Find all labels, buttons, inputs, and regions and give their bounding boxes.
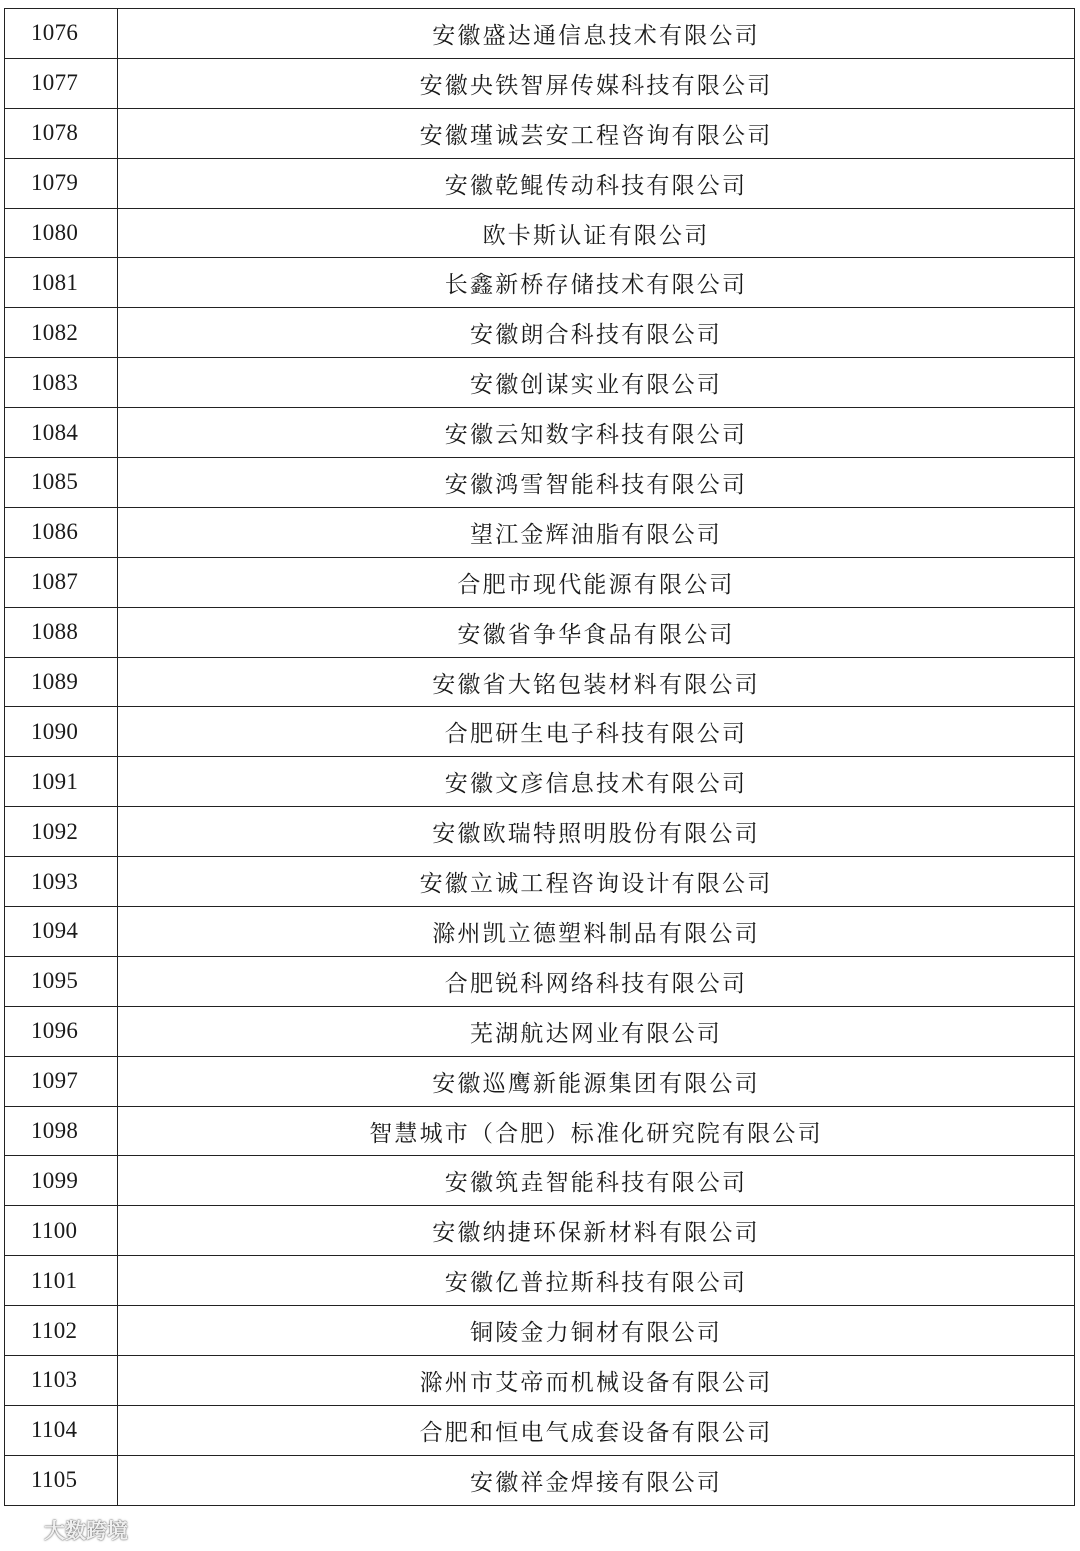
company-name-cell: 智慧城市（合肥）标准化研究院有限公司	[118, 1106, 1075, 1156]
company-name-cell: 芜湖航达网业有限公司	[118, 1006, 1075, 1056]
table-row	[5, 58, 1075, 108]
company-name-cell: 安徽祥金焊接有限公司	[118, 1455, 1075, 1505]
row-number-cell: 1105	[5, 1455, 118, 1505]
company-name-cell: 安徽盛达通信息技术有限公司	[118, 9, 1075, 59]
row-number-cell: 1090	[5, 707, 118, 757]
row-number-cell: 1097	[5, 1056, 118, 1106]
row-number-cell: 1085	[5, 458, 118, 508]
company-name-cell: 安徽欧瑞特照明股份有限公司	[118, 807, 1075, 857]
row-number-cell: 1081	[5, 258, 118, 308]
company-name-cell: 安徽创谋实业有限公司	[118, 358, 1075, 408]
row-number-cell: 1092	[5, 807, 118, 857]
company-name-cell: 安徽亿普拉斯科技有限公司	[118, 1256, 1075, 1306]
row-number-cell: 1101	[5, 1256, 118, 1306]
table-row	[5, 108, 1075, 158]
table-row	[5, 1106, 1075, 1156]
company-name-cell: 安徽省大铭包装材料有限公司	[118, 657, 1075, 707]
company-name-cell: 安徽省争华食品有限公司	[118, 607, 1075, 657]
company-name-cell: 长鑫新桥存储技术有限公司	[118, 258, 1075, 308]
table-row	[5, 857, 1075, 907]
row-number-cell: 1096	[5, 1006, 118, 1056]
company-name-cell: 合肥锐科网络科技有限公司	[118, 956, 1075, 1006]
watermark-text: 大数跨境	[44, 1519, 128, 1543]
row-number-cell: 1098	[5, 1106, 118, 1156]
row-number-cell: 1078	[5, 108, 118, 158]
row-number-cell: 1077	[5, 58, 118, 108]
company-name-cell: 安徽乾鲲传动科技有限公司	[118, 158, 1075, 208]
row-number-cell: 1079	[5, 158, 118, 208]
row-number-cell: 1083	[5, 358, 118, 408]
company-name-cell: 滁州市艾帝而机械设备有限公司	[118, 1356, 1075, 1406]
row-number-cell: 1087	[5, 557, 118, 607]
company-name-cell: 安徽瑾诚芸安工程咨询有限公司	[118, 108, 1075, 158]
company-name-cell: 安徽央铁智屏传媒科技有限公司	[118, 58, 1075, 108]
company-name-cell: 安徽巡鹰新能源集团有限公司	[118, 1056, 1075, 1106]
table-row	[5, 757, 1075, 807]
table-row	[5, 1306, 1075, 1356]
row-number-cell: 1088	[5, 607, 118, 657]
table-row	[5, 557, 1075, 607]
row-number-cell: 1076	[5, 9, 118, 59]
company-name-cell: 望江金辉油脂有限公司	[118, 507, 1075, 557]
table-row	[5, 607, 1075, 657]
company-name-cell: 安徽文彦信息技术有限公司	[118, 757, 1075, 807]
company-name-cell: 安徽纳捷环保新材料有限公司	[118, 1206, 1075, 1256]
table-row	[5, 1206, 1075, 1256]
table-row	[5, 1356, 1075, 1406]
table-row	[5, 1256, 1075, 1306]
row-number-cell: 1094	[5, 907, 118, 957]
company-name-cell: 合肥市现代能源有限公司	[118, 557, 1075, 607]
company-name-cell: 安徽筑垚智能科技有限公司	[118, 1156, 1075, 1206]
table-row	[5, 1405, 1075, 1455]
table-row	[5, 158, 1075, 208]
table-row	[5, 9, 1075, 59]
row-number-cell: 1086	[5, 507, 118, 557]
row-number-cell: 1084	[5, 408, 118, 458]
company-name-cell: 安徽云知数字科技有限公司	[118, 408, 1075, 458]
row-number-cell: 1104	[5, 1405, 118, 1455]
row-number-cell: 1103	[5, 1356, 118, 1406]
table-row	[5, 657, 1075, 707]
row-number-cell: 1082	[5, 308, 118, 358]
company-name-cell: 安徽朗合科技有限公司	[118, 308, 1075, 358]
watermark	[6, 1515, 128, 1545]
table-row	[5, 1455, 1075, 1505]
company-name-cell: 欧卡斯认证有限公司	[118, 208, 1075, 258]
company-name-cell: 安徽立诚工程咨询设计有限公司	[118, 857, 1075, 907]
company-name-cell: 合肥和恒电气成套设备有限公司	[118, 1405, 1075, 1455]
company-name-cell: 铜陵金力铜材有限公司	[118, 1306, 1075, 1356]
table-row	[5, 807, 1075, 857]
table-row	[5, 1156, 1075, 1206]
row-number-cell: 1093	[5, 857, 118, 907]
company-name-cell: 滁州凯立德塑料制品有限公司	[118, 907, 1075, 957]
speech-bubble-logo-icon	[6, 1517, 40, 1543]
row-number-cell: 1091	[5, 757, 118, 807]
row-number-cell: 1099	[5, 1156, 118, 1206]
company-list-table	[4, 8, 1075, 1506]
row-number-cell: 1080	[5, 208, 118, 258]
row-number-cell: 1089	[5, 657, 118, 707]
table-row	[5, 707, 1075, 757]
table-row	[5, 1056, 1075, 1106]
table-row	[5, 956, 1075, 1006]
table-row	[5, 507, 1075, 557]
table-row	[5, 308, 1075, 358]
table-row	[5, 1006, 1075, 1056]
company-name-cell: 安徽鸿雪智能科技有限公司	[118, 458, 1075, 508]
table-row	[5, 907, 1075, 957]
table-row	[5, 408, 1075, 458]
table-body	[5, 9, 1075, 1506]
table-row	[5, 358, 1075, 408]
company-name-cell: 合肥研生电子科技有限公司	[118, 707, 1075, 757]
row-number-cell: 1100	[5, 1206, 118, 1256]
table-row	[5, 258, 1075, 308]
table-row	[5, 208, 1075, 258]
table-row	[5, 458, 1075, 508]
row-number-cell: 1095	[5, 956, 118, 1006]
row-number-cell: 1102	[5, 1306, 118, 1356]
